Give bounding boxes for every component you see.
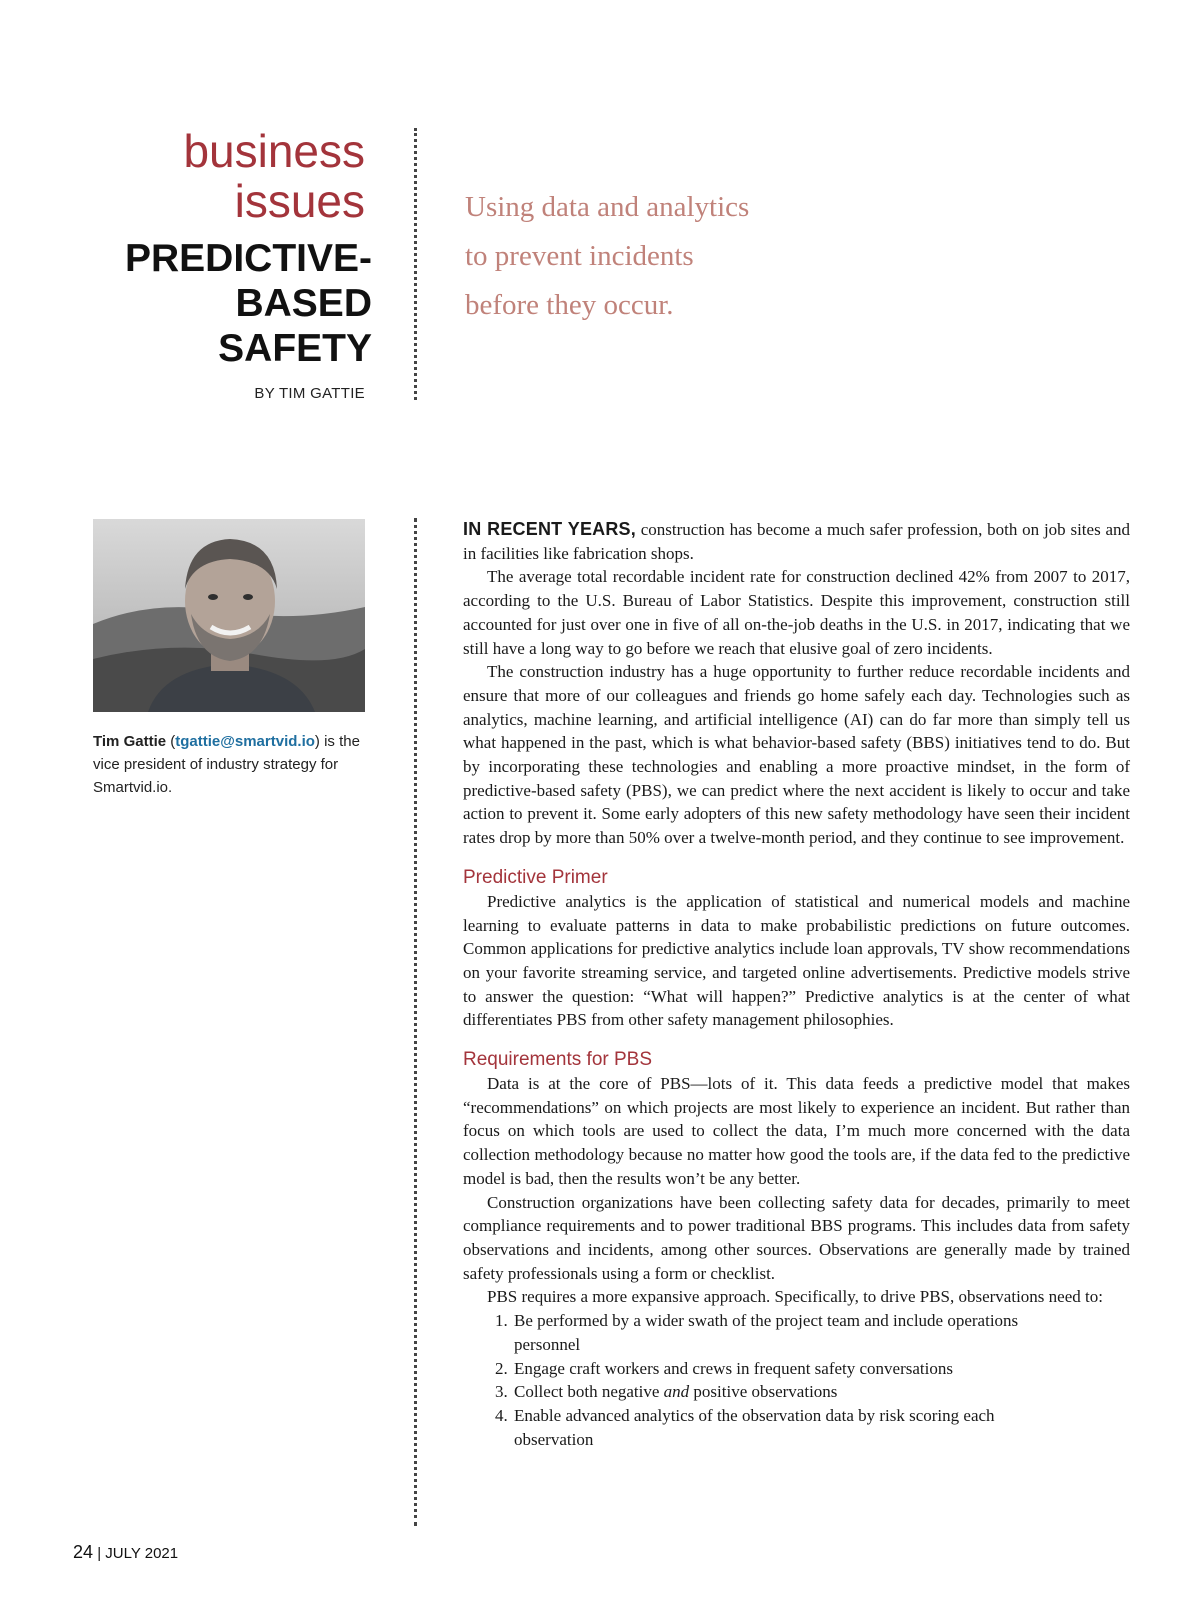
list-item-3-emphasis: and [663,1382,690,1402]
kicker-line-1: business [183,125,365,177]
author-name: Tim Gattie [93,733,167,750]
caption-open-paren: ( [166,733,176,750]
list-item: 2. Engage craft workers and crews in frequent safety conversations [512,1357,1032,1381]
author-portrait-illustration [93,519,365,712]
list-item-3-post: positive observations [689,1382,838,1402]
dotted-divider-bottom [414,518,417,1526]
paragraph-4: Predictive analytics is the application of statistical and numerical models and machine learning to evaluate patterns in data to make probabilistic predictions on future outcomes. Common applications for predictive analytics include loan approvals, TV show recommendations on your favorite streaming service, and targeted online advertisements. Predictive models strive to answer the question: “What will happen?” Predictive analytics is at the center of what differentiates PBS from other safety management philosophies. [463,891,1130,1030]
paragraph-5: Data is at the core of PBS—lots of it. This data feeds a predictive model that makes “recommendations” on which projects are most likely to experience an incident. But rather than focus on which tools are used to collect the data, I’m much more concerned with the data collection methodology because no matter how good the tools are, if the data fed to the predictive model is bad, then the results won’t be any better. [463,1074,1130,1188]
list-item [512,1380,1032,1404]
requirements-list [463,1309,1032,1451]
title-line-2: BASED [235,282,372,325]
issue-date: JULY 2021 [105,1545,179,1562]
caption-close-paren: ) [314,733,320,750]
list-item: 1. Be performed by a wider swath of the project team and include operations personnel [512,1309,1032,1356]
dotted-divider-top [414,128,417,400]
subhead-predictive-primer: Predictive Primer [463,866,608,888]
subhead-requirements: Requirements for PBS [463,1049,653,1071]
paragraph-2: The average total recordable incident rate for construction declined 42% from 2007 to 2017, according to the U.S. Bureau of Labor Statistics. Despite this improvement, construction still accounted for just over one in five of all on-the-job deaths in the U.S. in 2017, indicating that we still have a long way to go before we reach that elusive goal of zero incidents. [463,567,1130,658]
deck-line-1: Using data and analytics [465,191,750,223]
author-email-link[interactable]: tgattie@smartvid.io [175,733,315,750]
paragraph-1-text: construction has become a much safer profession, both on job sites and in facilities like fabrication shops. [463,520,1131,563]
list-item: 4. Enable advanced analytics of the observation data by risk scoring each observation [512,1404,1032,1451]
article-deck [465,183,865,330]
list-item-3-pre: Collect both negative [514,1382,664,1402]
deck-line-3: before they occur. [465,289,674,321]
author-photo [93,519,365,712]
paragraph-1 [463,518,1130,565]
paragraph-6: Construction organizations have been collecting safety data for decades, primarily to meet compliance requirements and to power traditional BBS programs. This includes data from safety observations and incidents, among other sources. Observations are generally made by trained safety professionals using a form or checklist. [463,1192,1130,1283]
author-bio: is the vice president of industry strategy for Smartvid.io. [93,733,360,796]
byline: BY TIM GATTIE [254,385,365,402]
paragraph-7: PBS requires a more expansive approach. Specifically, to drive PBS, observations need to: [487,1287,1103,1307]
article-body [463,518,1130,1451]
folio-separator: | [93,1545,106,1562]
author-caption [93,730,383,799]
section-kicker [183,126,365,226]
title-line-3: SAFETY [218,327,372,370]
title-line-1: PREDICTIVE- [124,237,372,280]
kicker-line-2: issues [234,175,365,227]
paragraph-3: The construction industry has a huge opportunity to further reduce recordable incidents and ensure that more of our colleagues and friends go home safely each day. Technologies such as analytics, machine learning, and artificial intelligence (AI) can do far more than simply tell us what happened in the past, which is what behavior-based safety (BBS) initiatives tend to do. But by incorporating these technologies and enabling a more proactive mindset, in the form of predictive-based safety (PBS), we can predict where the next accident is likely to occur and take action to prevent it. Some early adopters of this new safety methodology have seen their incident rates drop by more than 50% over a twelve-month period, and they continue to see improvement. [463,662,1130,848]
deck-line-2: to prevent incidents [465,240,694,272]
lead-in: IN RECENT YEARS, [463,519,636,539]
page-folio [73,1542,178,1563]
page-number: 24 [73,1542,94,1562]
article-title [125,236,372,371]
